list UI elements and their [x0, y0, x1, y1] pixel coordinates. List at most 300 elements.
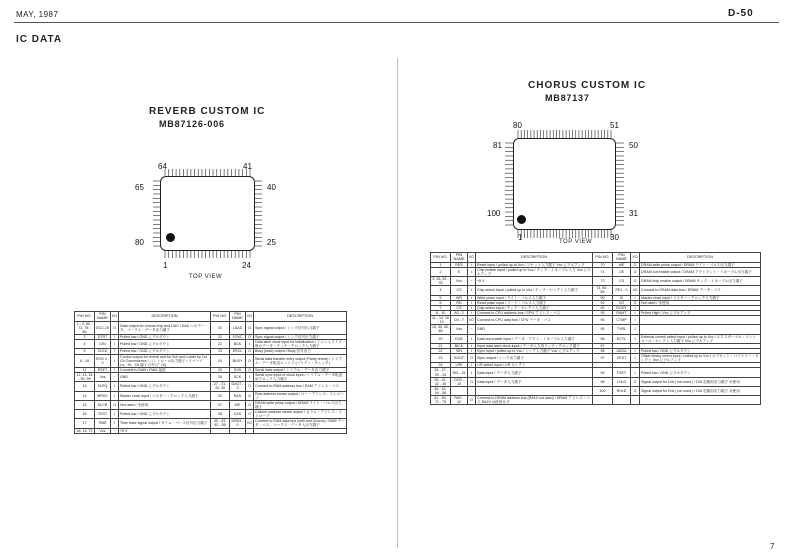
table-cell: I/O — [631, 286, 640, 295]
table-cell: 98 — [593, 377, 613, 386]
table-cell: I — [631, 368, 640, 377]
table-cell: 36 - 41, 42 - 45 — [431, 377, 451, 386]
table-row — [431, 277, 761, 286]
table-cell: DCC-15 — [95, 321, 111, 334]
chorus-pin-label-30: 30 — [610, 233, 619, 242]
table-cell: DRAM out enable output / DRAM アウトプット・イネーブル出力端子 — [640, 267, 761, 276]
table-cell: Reset input / pulled up to Vcc / リセット入力端子 Vcc にプルアップ — [476, 262, 593, 267]
table-cell: I — [111, 340, 119, 349]
chorus-pin1-marker-dot — [517, 215, 526, 224]
table-cell: DRAM write pulse output / DRAM ライト・パルス出力端子 — [254, 400, 347, 409]
table-cell: Data out enable input / データ・アウト・イネーブル入力端子 — [476, 334, 593, 343]
table-cell: 73 — [593, 277, 613, 286]
chorus-pin-label-50: 50 — [629, 141, 638, 150]
reverb-pin-label-41: 41 — [243, 162, 252, 171]
table-cell: 61 - 69, 71 - 75 — [431, 396, 451, 405]
table-cell: LDAD — [230, 321, 246, 334]
table-cell: − — [111, 428, 119, 433]
table-cell: Not used / 未使用 — [119, 400, 211, 409]
table-cell: O — [631, 377, 640, 386]
table-cell: Read pulse input / リード・パルス入力端子 — [476, 300, 593, 305]
table-row — [431, 325, 761, 334]
table-cell: Connect to RAM address bus / RAM アドレス・バス — [254, 382, 347, 391]
table-cell: CS — [613, 277, 631, 286]
table-cell: I — [468, 334, 476, 343]
table-cell: I — [111, 354, 119, 367]
table-cell: 1 - 2, 60 - 72, 75 - 80 — [75, 321, 95, 334]
table-cell: Not used / 未使用 — [640, 300, 761, 305]
table-cell: 21 — [431, 343, 451, 348]
table-row — [431, 354, 761, 363]
table-cell: DO0 - 15 — [451, 377, 468, 386]
table-cell: 46 - 52, 54 - 58 — [431, 386, 451, 395]
table-cell: 97 — [593, 354, 613, 363]
table-cell: DRAM write pulse output / DRAM ライト・パルス出力端子 — [640, 262, 761, 267]
table-cell: Serial sync input or clock input / シリアル・データ転送用クロック入力端子 — [254, 373, 347, 382]
reverb-pin-label-25: 25 — [267, 238, 276, 247]
table-cell: I — [111, 382, 119, 391]
table-cell: WR — [451, 295, 468, 300]
table-cell: Pulled High / Vcc にプルアップ — [640, 310, 761, 315]
table-cell: Busy (read) output / Busy 信号出力 — [254, 349, 347, 354]
reverb-pin-label-80: 80 — [135, 238, 144, 247]
chorus-pin-label-80: 80 — [513, 121, 522, 130]
table-cell: Chip select input / チップ・セレクト入力端子 — [476, 305, 593, 310]
table-cell: O — [246, 400, 254, 409]
table-cell — [468, 386, 476, 395]
table-cell: DAO7 - 3 — [230, 382, 246, 391]
header-document-code: D-50 — [728, 8, 754, 19]
chorus-pin-label-31: 31 — [629, 209, 638, 218]
table-cell: Sync signal output / シンク信号出力端子 — [254, 321, 347, 334]
table-cell: O — [246, 321, 254, 334]
table-cell: Vcc — [451, 277, 468, 286]
table-cell: O — [246, 367, 254, 372]
table-cell: I — [468, 286, 476, 295]
table-cell: I — [468, 300, 476, 305]
table-cell: Column address strobe output / カラム・アドレス・ストローブ — [254, 410, 347, 419]
table-cell: I — [631, 295, 640, 300]
table-cell: I/O — [468, 316, 476, 325]
table-cell: GND — [476, 325, 593, 334]
table-cell: 97 — [593, 343, 613, 348]
table-cell: 23 — [211, 349, 230, 354]
table-cell: Pulled low / GND にプルダウン — [119, 335, 211, 340]
table-cell: I — [111, 349, 119, 354]
table-cell: ERCL — [230, 349, 246, 354]
table-cell: Chip enable input / pulled up to Vcc / チップ・イネーブル入力 Vcc にプルアップ — [477, 267, 591, 276]
table-row — [431, 386, 761, 395]
table-cell: Serial data output / シリアル・データ出力端子 — [254, 367, 347, 372]
table-cell: TVRL — [613, 325, 631, 334]
section-title: IC DATA — [16, 34, 63, 45]
table-cell: OE — [613, 267, 631, 276]
table-cell: L/R select input / L/R セレクト — [476, 363, 593, 368]
table-cell: DTRT — [95, 335, 111, 340]
table-cell: − — [468, 325, 476, 334]
table-cell: SXD — [230, 367, 246, 372]
table-cell: 15 — [75, 400, 95, 409]
table-cell: 93 — [593, 310, 613, 315]
table-cell: Vcc — [95, 428, 111, 433]
table-cell: SYNC — [230, 335, 246, 340]
table-cell: I — [468, 348, 476, 353]
table-cell: 4 — [431, 286, 451, 295]
table-cell: O — [468, 396, 476, 405]
table-cell: I — [111, 410, 119, 419]
table-cell: 8 - 10 — [431, 310, 451, 315]
table-cell: Master clock input / マスター・クロック入力端子 — [119, 391, 211, 400]
table-cell: 37 — [211, 400, 230, 409]
table-cell: 91 — [593, 300, 613, 305]
table-cell — [593, 396, 613, 405]
table-cell: BUSY — [230, 354, 246, 367]
reverb-top-view-label: TOP VIEW — [189, 274, 223, 280]
table-cell: − — [468, 277, 476, 286]
table-row — [431, 286, 761, 295]
table-cell: +5 V — [119, 428, 211, 433]
table-cell: D0 - 7 — [451, 316, 468, 325]
table-cell: Pulled low / GND にプルダウン — [640, 368, 761, 377]
table-cell: Row address strobe output / ロー・アドレス・ストローブ — [254, 391, 347, 400]
header-date: MAY, 1987 — [16, 10, 59, 19]
table-cell: O — [111, 400, 119, 409]
table-cell: DRAM chip enable output / DRAM チップ・イネーブル出力端子 — [640, 277, 761, 286]
table-cell: 38 — [211, 410, 230, 419]
table-row — [431, 368, 761, 377]
table-cell: 22 — [431, 348, 451, 353]
table-cell: Time base signal output / タイム・ベース信号出力端子 — [119, 419, 211, 428]
column-header: DESCRIPTION — [476, 253, 593, 263]
table-cell: XO — [613, 300, 631, 305]
column-header: PIN NO. — [75, 312, 95, 322]
table-cell: O — [111, 321, 119, 334]
table-cell: 26 — [211, 373, 230, 382]
table-cell: RA0 - 10 — [451, 396, 468, 405]
table-cell — [640, 396, 761, 405]
table-cell: Connect to DRAM data bus / DRAM データ・バス — [640, 286, 761, 295]
table-cell: 94 — [593, 316, 613, 325]
table-cell: 12, 13, 16 - 50, 59 — [76, 373, 93, 382]
reverb-pin-label-24: 24 — [242, 261, 251, 270]
table-cell — [451, 386, 468, 395]
table-cell: Pulled low / GND にプルダウン — [119, 340, 211, 349]
table-cell: BICK — [451, 343, 468, 348]
table-cell: 24 — [431, 363, 451, 368]
table-cell: − — [111, 373, 119, 382]
table-cell: Data latch clock input for initialization / イニシャライズ時のデータ・ラッチ・クロック入力端子 — [254, 340, 347, 349]
table-cell: I — [468, 368, 476, 377]
table-cell: RAMT — [613, 310, 631, 315]
table-cell: 71 — [593, 267, 613, 276]
table-cell: Connect to CPU data bus / CPU データ・バス — [476, 316, 593, 325]
table-cell: 100 — [593, 386, 613, 395]
table-cell: Control output for reverb and for Sch and Lower by 1st Ch Convenience / コントロール出力端子 / リバーブ Lo、Hi、Ch 端子 (ｱｸﾃｨﾌﾞ Hi) — [119, 354, 211, 367]
table-cell: MRCK — [95, 391, 111, 400]
table-cell: I — [468, 262, 476, 267]
reverb-pin-label-1: 1 — [163, 261, 168, 270]
table-cell: I — [468, 363, 476, 368]
table-cell: DI0 - 15 — [451, 368, 468, 377]
table-cell: 74, 80 - 89 — [593, 286, 613, 295]
chorus-ic-body — [513, 138, 616, 230]
table-cell: I — [631, 354, 640, 363]
table-cell: Input data latch clock input / データ入力用ラッチ・クロック端子 — [476, 343, 593, 348]
table-cell: XI — [613, 295, 631, 300]
table-cell: WE — [230, 400, 246, 409]
table-cell: 25 - 27, 29 - 34 — [431, 368, 451, 377]
table-cell: O — [246, 349, 254, 354]
chorus-top-view-label: TOP VIEW — [559, 239, 593, 245]
column-header: PIN NAME — [230, 312, 246, 322]
table-cell: RD — [451, 300, 468, 305]
table-cell: 1 — [431, 262, 451, 267]
column-header: I/O — [246, 312, 254, 322]
table-row — [431, 396, 761, 405]
table-cell: CTMP — [613, 316, 631, 325]
table-cell: ECTL — [613, 334, 631, 343]
table-cell: O — [246, 382, 254, 391]
table-cell — [640, 325, 761, 334]
table-cell: Pulled low / GND にプルダウン — [119, 410, 211, 419]
table-cell: 92 — [593, 305, 613, 310]
table-cell: SLRQ — [95, 382, 111, 391]
table-cell: Vss — [451, 325, 468, 334]
table-cell: LHLD — [613, 377, 631, 386]
column-header: PIN NAME — [613, 253, 631, 263]
table-cell: 16 — [75, 410, 95, 419]
table-cell: 24 — [211, 354, 230, 367]
table-cell: DIN — [95, 340, 111, 349]
table-cell: GND — [119, 373, 211, 382]
table-cell: LRE — [451, 363, 468, 368]
reverb-pin-label-40: 40 — [267, 183, 276, 192]
table-cell: 40 - 43, 52 - 55 — [211, 419, 230, 428]
table-cell: Sync signal output / シンク信号出力端子 — [254, 335, 347, 340]
reverb-pin-label-64: 64 — [158, 162, 167, 171]
table-cell: 11 — [75, 367, 95, 372]
table-cell: I — [468, 343, 476, 348]
table-cell: Master clock input / マスター・クロック入力端子 — [640, 295, 761, 300]
table-cell: Offset binary select input / pulled up to Vcc / オフセット・バイナリー・セレクト Vcc にプルアップ — [641, 354, 759, 363]
table-cell: DOE — [451, 334, 468, 343]
table-cell: TEST — [95, 410, 111, 419]
table-cell: 32 — [211, 391, 230, 400]
table-cell: Pulled low / GND にプルダウン — [119, 382, 211, 391]
table-cell: I — [246, 340, 254, 349]
table-cell: 2 — [431, 267, 451, 276]
table-cell: SCK — [230, 373, 246, 382]
table-cell: I — [111, 335, 119, 340]
chorus-ic-title: CHORUS CUSTOM IC — [528, 80, 647, 91]
table-cell — [631, 396, 640, 405]
table-cell: I — [468, 310, 476, 315]
table-cell: Vss — [95, 373, 111, 382]
table-cell: O — [468, 354, 476, 363]
column-header: DESCRIPTION — [119, 312, 211, 322]
table-cell: 96 — [593, 334, 613, 343]
table-cell: A0 - 2 — [451, 310, 468, 315]
table-row — [431, 267, 761, 276]
table-cell: Signal output for D/A ( not used ) / D/A 変換用出力端子 未使用 — [640, 377, 761, 386]
table-cell: I — [468, 305, 476, 310]
table-cell: O — [631, 262, 640, 267]
table-cell: ADDA — [613, 348, 631, 353]
table-cell: PE1 - 0 — [613, 286, 631, 295]
table-cell: 11 - 14, 16 - 19 — [432, 316, 449, 325]
table-cell: 3 — [75, 335, 95, 340]
table-cell — [476, 386, 593, 395]
table-cell: Sync output / シンク出力端子 — [476, 354, 593, 363]
column-header: PIN NO. — [593, 253, 613, 263]
table-cell: +5 V — [476, 277, 593, 286]
table-cell: RCMT — [613, 305, 631, 310]
table-cell: Connect to RAM / RAM 接続 — [119, 367, 211, 372]
column-header: PIN NO. — [431, 253, 451, 263]
table-cell: 3, 28, 53 - 78 — [432, 277, 449, 286]
table-cell: Pulled low / GND にプルダウン — [119, 349, 211, 354]
reverb-ic-part-number: MB87126-006 — [159, 119, 225, 129]
reverb-ic-title: REVERB CUSTOM IC — [149, 106, 266, 117]
column-header: PIN NAME — [95, 312, 111, 322]
table-cell: I — [631, 305, 640, 310]
table-cell: I — [468, 267, 476, 276]
table-cell: O — [246, 354, 254, 367]
table-cell: CS — [451, 305, 468, 310]
table-cell: Data output for chorus chip and DAC / DAC へのデータ、コーラス・データ出力端子 — [119, 321, 211, 334]
table-cell: 27 - 31, 33, 35 — [211, 382, 230, 391]
table-cell: 99 — [593, 368, 613, 377]
reverb-pin-label-65: 65 — [135, 183, 144, 192]
table-cell: RSET — [95, 367, 111, 372]
table-cell: 17 — [75, 419, 95, 428]
table-cell: I — [631, 325, 640, 334]
table-cell: Chip select input / pulled up to Vcc / チップ・セレクト入力端子 — [476, 286, 593, 295]
table-cell: 70 — [593, 262, 613, 267]
table-cell: I — [631, 310, 640, 315]
table-cell: FSET — [613, 368, 631, 377]
table-cell: I — [631, 334, 640, 343]
table-cell: 5 — [75, 349, 95, 354]
column-header: DESCRIPTION — [254, 312, 347, 322]
table-cell: BCK — [230, 340, 246, 349]
table-cell: I — [111, 391, 119, 400]
table-cell: RAS — [230, 391, 246, 400]
table-cell: 20 — [211, 321, 230, 334]
table-cell: DRD3 - 0 — [230, 419, 246, 428]
table-cell: I — [111, 367, 119, 372]
table-cell: 6 - 10 — [75, 354, 95, 367]
table-cell: 13 — [75, 382, 95, 391]
table-cell: Connect to RAM data bus (with and Chorus) / RAM データ・バス、コーラス・データ入出力端子 — [255, 419, 345, 428]
table-cell: O — [631, 300, 640, 305]
table-cell: 98 — [593, 348, 613, 353]
table-cell: SIN — [451, 348, 468, 353]
table-cell: 14 — [75, 391, 95, 400]
table-cell: 7 — [431, 305, 451, 310]
table-cell: CAS — [230, 410, 246, 419]
chorus-ic-part-number: MB87137 — [545, 93, 590, 103]
table-cell: Pulled low / GND にプルダウン — [640, 348, 761, 353]
table-cell: CS — [451, 286, 468, 295]
table-cell: WE — [613, 262, 631, 267]
table-cell: 23 — [431, 354, 451, 363]
table-cell: Sync input / pulled up to Vcc / シンク入力端子 Vcc にプルアップ — [476, 348, 593, 353]
column-header: PIN NAME — [451, 253, 468, 263]
table-cell: I — [111, 419, 119, 428]
table-cell: O — [246, 410, 254, 419]
table-row — [431, 334, 761, 343]
page-number: 7 — [770, 542, 775, 551]
chorus-pin-table — [430, 252, 761, 405]
table-cell: 5 — [431, 295, 451, 300]
table-cell: 21 — [211, 335, 230, 340]
table-cell: Data input / データ入力端子 — [476, 377, 593, 386]
table-cell: 22 — [211, 340, 230, 349]
table-cell: I/O — [246, 419, 254, 428]
table-cell: Write pulse input / ライト・パルス入力端子 — [476, 295, 593, 300]
table-cell: 6 — [431, 300, 451, 305]
table-cell: 90 — [593, 295, 613, 300]
table-cell: CLEA — [95, 349, 111, 354]
column-header: I/O — [468, 253, 476, 263]
table-cell: Connect to CPU address bus / CPU アドレス・バス — [476, 310, 593, 315]
table-row — [431, 316, 761, 325]
table-cell: OFST — [613, 354, 631, 363]
table-cell: ROS 4 - 0 — [95, 354, 111, 367]
table-cell: O — [246, 335, 254, 340]
table-cell: I — [468, 295, 476, 300]
table-cell: O — [468, 377, 476, 386]
table-cell: I — [246, 373, 254, 382]
table-cell: 95 — [593, 325, 613, 334]
table-cell: O — [246, 391, 254, 400]
chorus-pin-label-100: 100 — [487, 209, 501, 218]
column-header: PIN NO. — [211, 312, 230, 322]
column-header: DESCRIPTION — [640, 253, 761, 263]
table-cell: O — [631, 386, 640, 395]
table-cell: I — [631, 316, 640, 325]
chorus-pin-label-1: 1 — [518, 233, 523, 242]
table-cell: E — [451, 267, 468, 276]
table-cell: O — [631, 277, 640, 286]
table-cell: External control select input / pulled up to Vcc / エクスターナル・コントロール・セレクト入力端子 Vcc にプルアップ — [640, 334, 761, 343]
table-cell — [613, 396, 631, 405]
table-row — [431, 377, 761, 386]
table-cell: 20 — [431, 334, 451, 343]
table-cell: Signal output for D/A ( not used ) / D/A 変換用出力端子 未使用 — [640, 386, 761, 395]
table-cell: RES — [451, 262, 468, 267]
table-cell: 18, 19, 73 — [76, 428, 93, 433]
table-cell: SLCR — [95, 400, 111, 409]
table-cell: Connect to DRAM address bus (RA10 not used) / DRAM アドレス・バス RA10 は使用せず — [476, 396, 593, 405]
table-cell: Data input / データ入力端子 — [476, 368, 593, 377]
column-header: I/O — [111, 312, 119, 322]
table-cell: O — [631, 267, 640, 276]
chorus-pin-label-81: 81 — [493, 141, 502, 150]
table-cell: TIME — [95, 419, 111, 428]
column-header: I/O — [631, 253, 640, 263]
table-cell: 25 — [211, 367, 230, 372]
table-cell: Serial data transfer entry output (Parity check) / シリアル・データ転送エントリ (パリティ・チェック) — [254, 354, 347, 367]
table-cell: I — [631, 348, 640, 353]
chorus-pin-label-51: 51 — [610, 121, 619, 130]
table-cell: RHLD — [613, 386, 631, 395]
table-cell: 4 — [75, 340, 95, 349]
table-cell: SOUT — [451, 354, 468, 363]
table-cell — [640, 316, 761, 325]
table-cell: 15, 35, 60, 85 — [432, 325, 449, 334]
